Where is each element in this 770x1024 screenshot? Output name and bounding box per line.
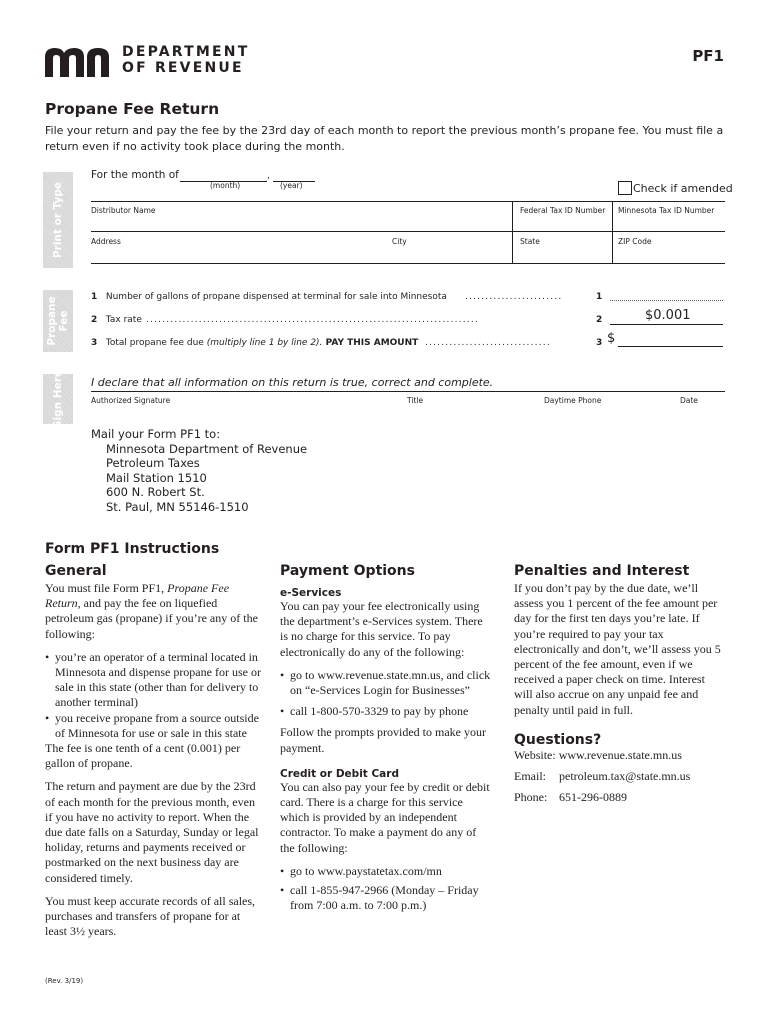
line3-italic: (multiply line 1 by line 2). [206,338,323,348]
phone-row [514,790,726,805]
mail-line: Mail Station 1510 [106,470,207,485]
amended-checkbox[interactable] [618,181,632,195]
eservices-text: You can pay your fee electronically using the department’s e-Services system. There is no charge for this service. To pay electronically do any of the following: [280,599,483,659]
line3-bold: PAY THIS AMOUNT [322,338,419,348]
payment-body [280,599,493,756]
sign-here-label: Sign Here [52,369,64,429]
line2-num: 2 [91,315,98,325]
line2-leader: .................................................................................. [146,315,479,325]
line1-ref: 1 [596,292,603,302]
general-p2: The fee is one tenth of a cent (0.001) per gallon of propane. [45,741,241,771]
declaration-text: I declare that all information on this return is true, correct and complete. [91,376,494,389]
propane-fee-line2: Fee [58,310,70,332]
payment-column [280,563,493,913]
penalties-column [514,563,726,805]
line3-text: Total propane fee due [105,338,207,348]
address-label: Address [91,237,121,246]
month-of-label: For the month of [91,169,179,181]
phone-label: Phone: [514,790,548,805]
card-text: You can also pay your fee by credit or debit card. There is a charge for this service which is provided by an independent contractor. To make a payment do any of the following: [280,779,490,855]
eservices-bullet: • go to www.revenue.state.mn.us, and click on “e-Services Login for Businesses” [280,668,493,698]
department-logo-text [122,44,249,76]
general-body [45,581,263,939]
general-heading: General [45,563,107,579]
penalties-text: If you don’t pay by the due date, we’ll assess you 1 percent of the fee amount per day for the first ten days you’re late. If you’re required to pay your tax electronically and don’t, we’ll assess you 5 percent of the fee amount, even if we received a paper check on time. Interest will also accrue on any unpaid fee and penalty until paid in full. [514,581,721,717]
card-bullet: • call 1-855-947-2966 (Monday – Friday from 7:00 a.m. to 7:00 p.m.) [280,883,493,913]
authorized-signature-label: Authorized Signature [91,396,171,405]
website-label: Website: [514,747,556,762]
mail-line: 600 N. Robert St. [106,485,205,499]
row-divider [91,263,725,264]
line2-underline [610,324,723,325]
line2-ref: 2 [596,315,603,325]
logo-line1: DEPARTMENT [122,44,250,60]
general-p1 [45,581,263,642]
mn-logo-icon [43,47,117,77]
line2-text: Tax rate [105,315,142,325]
general-p4: You must keep accurate records of all sales, purchases and transfers of propane for at least 3½ years. [45,893,256,939]
line2-label [91,315,142,325]
line1-text: Number of gallons of propane dispensed at terminal for sale into Minnesota [105,292,447,302]
city-label: City [392,237,407,246]
payment-heading: Payment Options [280,563,415,579]
intro-text: File your return and pay the fee by the 23rd day of each month to report the previous month’s propane fee. You must file a return even if no activity took place during the month. [45,124,724,153]
row-divider-top [91,201,725,202]
eservices-bullets [280,668,493,720]
general-column [45,563,263,939]
revision-label: (Rev. 3/19) [45,977,84,985]
questions-body [514,748,726,806]
mail-to-block [91,427,307,514]
daytime-phone-label: Daytime Phone [544,396,602,405]
sign-here-tab [43,369,73,429]
propane-fee-line1: Propane [46,296,58,346]
line3-leader: ............................... [425,338,551,348]
card-heading: Credit or Debit Card [280,767,399,780]
line3-input[interactable] [618,346,723,347]
col-divider [512,201,513,231]
card-bullets [280,864,493,914]
line3-num: 3 [91,338,98,348]
month-caption: (month) [210,181,241,190]
line3-ref: 3 [596,338,603,348]
federal-id-label: Federal Tax ID Number [520,206,606,215]
phone-number: 651-296-0889 [559,790,627,805]
year-caption: (year) [280,181,303,190]
col-divider [612,231,613,263]
email-label: Email: [514,769,546,784]
questions-heading: Questions? [514,731,602,748]
mail-line: Petroleum Taxes [106,456,200,470]
check-amended-label: Check if amended [633,182,733,195]
email-row [514,769,726,784]
zip-label: ZIP Code [618,237,652,246]
row-divider [91,231,725,232]
print-or-type-label: Print or Type [52,181,64,259]
eservices-follow: Follow the prompts provided to make your payment. [280,725,486,755]
eservices-bullet: • call 1-800-570-3329 to pay by phone [280,704,493,719]
sign-date-label: Date [680,396,698,405]
logo-line2: OF REVENUE [122,60,244,76]
line1-label [91,292,447,302]
line1-input[interactable] [610,300,723,301]
col-divider [512,231,513,263]
month-year-comma: , [267,170,270,181]
line1-num: 1 [91,292,98,302]
line3-label [91,338,418,348]
mail-line: Minnesota Department of Revenue [106,441,308,456]
general-bullets [45,650,263,741]
propane-fee-label [46,296,70,345]
general-bullet: • you receive propane from a source outside of Minnesota for use or sale in this state [45,711,263,741]
line3-dollar: $ [607,331,616,346]
eservices-heading: e-Services [280,587,342,599]
propane-fee-tab [43,290,73,352]
website-row [514,748,726,763]
page-title: Propane Fee Return [45,100,220,118]
card-body [280,780,493,914]
mail-line: St. Paul, MN 55146-1510 [106,499,249,514]
sign-title-label: Title [407,396,424,405]
general-bullet: • you’re an operator of a terminal located in Minnesota and dispense propane for use or sale in this state (other than for delivery to another terminal) [45,650,263,711]
mail-heading: Mail your Form PF1 to: [91,427,221,441]
penalties-heading: Penalties and Interest [514,563,690,579]
general-p1-a: You must file Form PF1, [45,581,168,595]
email-link[interactable]: petroleum.tax@state.mn.us [559,769,691,784]
card-bullet: • go to www.paystatetax.com/mn [280,864,493,879]
mn-id-label: Minnesota Tax ID Number [618,206,715,215]
tax-rate-value: $0.001 [645,308,691,323]
print-or-type-tab [43,172,73,268]
website-link[interactable]: www.revenue.state.mn.us [558,747,682,762]
form-id: PF1 [692,47,724,65]
col-divider [612,201,613,231]
general-p1-b: , and pay the fee on liquefied petroleum gas (propane) if you’re any of the following: [45,596,258,641]
state-label: State [520,237,540,246]
general-p3: The return and payment are due by the 23rd of each month for the previous month, even if you have no activity to report. When the due date falls on a Saturday, Sunday or legal holiday, returns and payments received or postmarked on the next business day are considered timely. [45,779,259,885]
general-p1-italic: Propane Fee Return [45,581,230,611]
signature-line[interactable] [91,391,725,392]
instructions-title: Form PF1 Instructions [45,541,220,557]
distributor-name-label: Distributor Name [91,206,156,215]
line1-leader: ........................ [465,292,563,302]
